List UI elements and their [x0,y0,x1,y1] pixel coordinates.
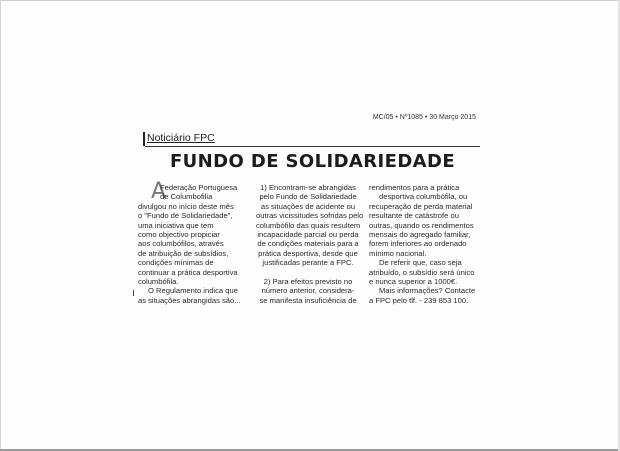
section-bar [143,132,145,146]
text-line: outras, quando os rendimentos [369,220,474,230]
text-line: De referir que, caso seja [379,258,462,268]
text-line: forem inferiores ao ordenado [369,239,467,249]
text-line: desportiva columbófila, ou [379,192,468,202]
text-line: recuperação de perda material [369,201,473,211]
text-line: se manifesta insuficiência de [259,295,357,305]
text-line: Federação Portuguesa [160,183,238,192]
text-line: pelo Fundo de Solidariedade [259,192,357,202]
text-line: 1) Encontram-se abrangidas [260,183,356,192]
text-line: e nunca superior a 1000€. [369,277,458,287]
text-line: resultante de catástrofe ou [369,211,459,221]
text-line: incapacidade parcial ou perda [257,230,359,240]
headline: FUNDO DE SOLIDARIEDADE [169,151,456,172]
text-line: mínimo nacional. [369,248,427,258]
page-edge [0,0,1,451]
page-edge [0,0,620,1]
text-line: prática desportiva, desde que [258,248,358,258]
article-column-1 [138,179,250,305]
text-line: atribuído, o subsídio será único [369,267,475,277]
article-column-2 [256,183,364,305]
text-line: de condições materiais para a [257,239,359,249]
text-line: mensais do agregado familiar, [369,230,471,240]
drop-cap: A [151,179,167,204]
text-line: as situações de acidente ou [260,201,356,211]
text-line: O Regulamento indica que [148,286,238,296]
text-line: justificadas perante a FPC. [262,258,354,268]
text-line: columbófilo das quais resultem [256,220,361,230]
section-rule [145,146,480,147]
paragraph-gap [256,268,360,277]
text-line: como objectivo propiciar [138,230,220,240]
text-line: 2) Para efeitos previsto no [263,277,353,287]
text-line: de atribuição de subsídios, [138,248,229,258]
issue-info: MC/05 • Nº1085 • 30 Março 2015 [372,114,476,121]
text-line: Mais informações? Contacte [379,286,476,296]
text-line: número anterior, considera- [261,286,355,296]
text-line: rendimentos para a prática [369,183,460,192]
text-line: condições mínimas de [138,258,214,268]
margin-mark [133,290,134,296]
text-line: outras vicissitudes sofridas pelo [256,211,364,221]
text-line: a FPC pelo tlf. - 239 853 100. [369,295,469,305]
text-line: columbófila. [138,277,179,287]
text-line: as situações abrangidas são... [138,295,241,305]
section-label: Noticiário FPC [147,132,215,144]
text-line: de Columbofilia [160,192,213,202]
text-line: uma iniciativa que tem [138,220,214,230]
article-column-3 [369,183,481,305]
text-line: divulgou no início deste mês [138,201,234,211]
text-line: aos columbófilos, através [138,239,224,249]
text-line: o "Fundo de Solidariedade", [138,211,233,221]
text-line: continuar a prática desportiva [138,267,238,277]
